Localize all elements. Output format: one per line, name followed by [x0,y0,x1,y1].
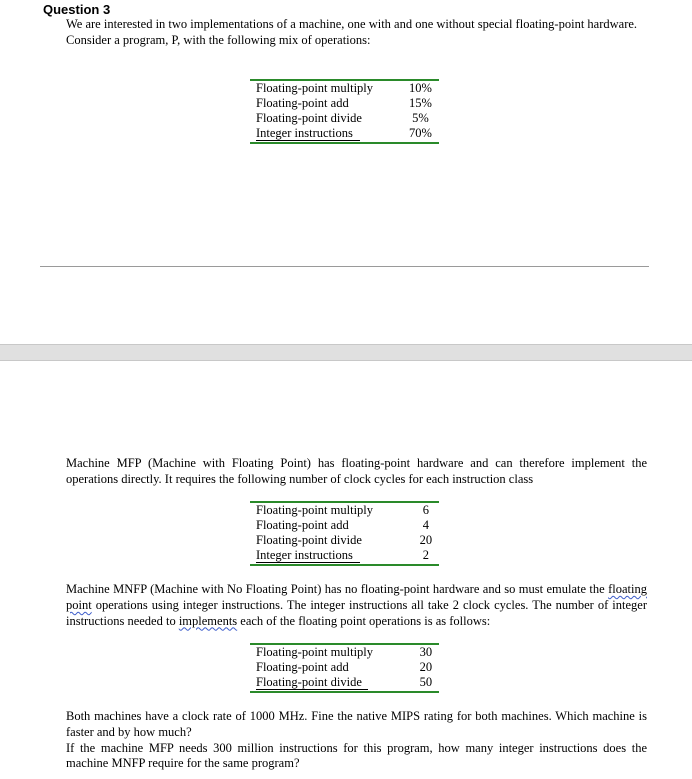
intro-text-2: Consider a program, P, with the following mix of operations: [66,32,371,47]
row-value: 20 [419,660,433,674]
row-label: Floating-point multiply [256,503,374,517]
mnfp-text-start: Machine MNFP (Machine with No Floating Point) has no floating-point hardware and so must emulate the [66,582,609,596]
table1-last-row-underline [256,140,360,141]
operation-mix-table [250,81,439,141]
row-label: Floating-point add [256,660,349,674]
intro-text-1: We are interested in two implementations of a machine, one with and one without special floating-point hardware. [66,17,638,31]
intro-paragraph [66,17,647,49]
row-value: 5% [412,111,429,125]
closing-questions [66,709,647,772]
mnfp-instructions-table [250,645,439,690]
section-divider [40,266,649,267]
mnfp-paragraph [66,582,647,629]
question-title: Question 3 [43,2,111,17]
table3-bottom-rule [250,691,439,693]
table2-last-row-underline [256,562,360,563]
closing-question-2: If the machine MFP needs 300 million instructions for this program, how many integer instructions does the machine MNFP require for the same program? [66,740,647,771]
row-label: Integer instructions [256,126,353,140]
table-row [250,126,439,141]
row-label: Integer instructions [256,548,353,562]
spellcheck-implements[interactable]: implements [178,613,238,628]
table-row [250,533,439,548]
page-break-band [0,344,692,361]
row-value: 6 [422,503,429,517]
table-row [250,503,439,518]
row-value: 70% [409,126,432,140]
row-label: Floating-point add [256,518,349,532]
row-label: Floating-point add [256,96,349,110]
row-label: Floating-point divide [256,111,362,125]
table1-bottom-rule [250,142,439,144]
row-value: 2 [422,548,429,562]
table-row [250,660,439,675]
row-label: Floating-point multiply [256,645,374,659]
row-value: 50 [419,675,433,689]
spellcheck-floating-point[interactable]: floating point [66,582,647,612]
row-value: 30 [419,645,433,659]
row-label: Floating-point multiply [256,81,374,95]
table-row [250,645,439,660]
table2-bottom-rule [250,564,439,566]
table-row [250,548,439,563]
table-row [250,81,439,96]
table-row [250,675,439,690]
row-label: Floating-point divide [256,533,362,547]
row-label: Floating-point divide [256,675,362,689]
row-value: 20 [419,533,433,547]
table-row [250,518,439,533]
mfp-paragraph: Machine MFP (Machine with Floating Point) has floating-point hardware and can therefore implement the operations directly. It requires the following number of clock cycles for each instruction class [66,456,647,486]
closing-question-1: Both machines have a clock rate of 1000 MHz. Fine the native MIPS rating for both machines. Which machine is faster and by how much? [66,709,647,739]
table-row [250,96,439,111]
row-value: 10% [409,81,432,95]
row-value: 4 [422,518,429,532]
mnfp-text-end: each of the floating point operations is as follows: [237,613,491,628]
table-row [250,111,439,126]
mnfp-text-mid: operations using integer instructions. The integer instructions all take 2 clock cycles. The number of integer instructions needed to [66,597,647,628]
mfp-cycles-table [250,503,439,563]
table3-last-row-underline [256,689,368,690]
row-value: 15% [409,96,432,110]
